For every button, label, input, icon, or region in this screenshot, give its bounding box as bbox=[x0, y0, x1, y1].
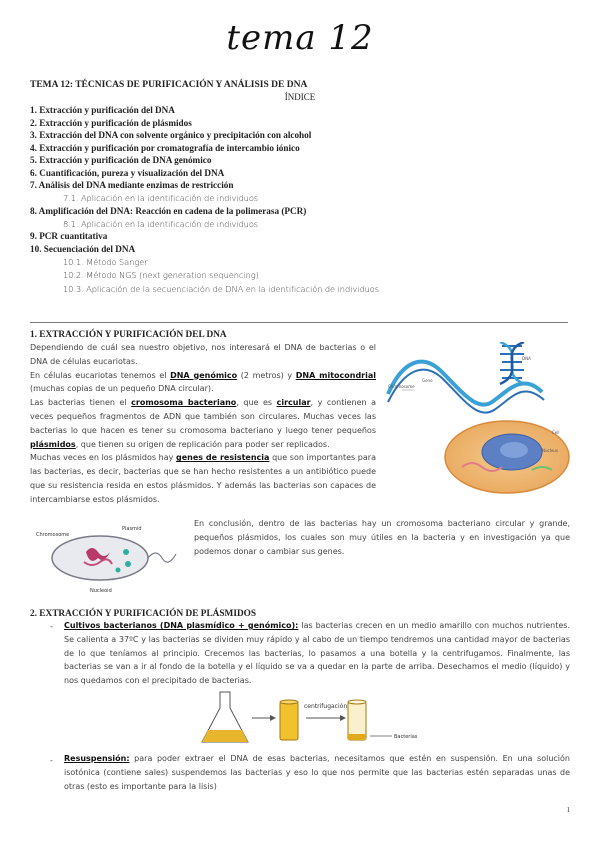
section1-text bbox=[30, 341, 376, 507]
bacteria-illustration bbox=[30, 522, 180, 594]
figure-label: Chromosome bbox=[36, 532, 70, 538]
toc-item[interactable]: 4. Extracción y purificación por cromatografía de intercambio iónico bbox=[30, 142, 300, 153]
figure-label: DNA bbox=[522, 356, 531, 361]
paragraph: Dependiendo de cuál sea nuestro objetivo, nos interesará el DNA de bacterias o el DNA de células eucariotas. bbox=[30, 343, 376, 366]
divider bbox=[30, 322, 568, 323]
topic-header: TEMA 12: TÉCNICAS DE PURIFICACIÓN Y ANÁLISIS DE DNA bbox=[30, 80, 308, 90]
paragraph: Resuspensión: para poder extraer el DNA de esas bacterias, necesitamos que estén en suspensión. En una solución isotónica (contiene sales) suspendemos las bacterias y eso lo que nos permite que las bacterias estén separadas unas de otras (esto es importante para la lisis) bbox=[64, 754, 570, 791]
bullet-marker: - bbox=[50, 622, 53, 631]
precipitate-label: Bacterias bbox=[394, 734, 418, 740]
figure-label: Chromosome bbox=[388, 384, 415, 389]
centrifuge-diagram bbox=[196, 690, 436, 750]
page-title: tema 12 bbox=[226, 18, 374, 58]
toc-item[interactable]: 10.2. Método NGS (next generation sequencing) bbox=[63, 270, 259, 280]
toc-item[interactable]: 10.3. Aplicación de la secuenciación de DNA en la identificación de individuos bbox=[63, 283, 379, 294]
paragraph: En conclusión, dentro de las bacterias hay un cromosoma bacteriano circular y grande, pequeños plásmidos, los cuales son muy útiles en la bacteria y en investigación ya que podemos donar o cambiar sus genes. bbox=[194, 519, 570, 556]
toc-item[interactable]: 7.1. Aplicación en la identificación de individuos bbox=[63, 193, 259, 203]
toc-item[interactable]: 8. Amplificación del DNA: Reacción en cadena de la polimerasa (PCR) bbox=[30, 205, 307, 216]
paragraph: En células eucariotas tenemos el DNA genómico (2 metros) y DNA mitocondrial (muchas copias de un pequeño DNA circular). bbox=[30, 370, 377, 394]
figure-label: Nucleus bbox=[542, 448, 558, 453]
index-label: ÍNDICE bbox=[284, 92, 316, 102]
toc-item[interactable]: 9. PCR cuantitativa bbox=[30, 231, 108, 241]
toc-item[interactable]: 1. Extracción y purificación del DNA bbox=[30, 105, 175, 115]
page-number: 1 bbox=[566, 806, 570, 814]
toc-item[interactable]: 10.1. Método Sanger bbox=[63, 256, 148, 267]
paragraph: Muchas veces en los plásmidos hay genes de resistencia que son importantes para las bacterias, es decir, bacterias que se han hecho resistentes a un antibiótico puede que su resistencia resida en estos plásmidos. Y además las bacterias son capaces de intercambiarse estos plásmidos. bbox=[30, 453, 376, 504]
toc-item[interactable]: 2. Extracción y purificación de plásmidos bbox=[30, 117, 192, 128]
figure-label: Cell bbox=[552, 430, 560, 435]
centrifuge-label: centrifugación bbox=[304, 703, 348, 710]
figure-label: Gene bbox=[422, 378, 433, 383]
toc-item[interactable]: 10. Secuenciación del DNA bbox=[30, 243, 136, 254]
toc-item[interactable]: 3. Extracción del DNA con solvente orgánico y precipitación con alcohol bbox=[30, 130, 312, 140]
dna-cell-illustration bbox=[382, 342, 572, 500]
paragraph: Cultivos bacterianos (DNA plasmídico + genómico): las bacterias crecen en un medio amarillo con muchos nutrientes. Se calienta a 37ºC y las bacterias se dividen muy rápido y al cabo de un tiempo tendremos una cantidad mayor de bacterias de lo que teníamos al principio. Crecemos las bacterias, lo pasamos a una botella y la centrifugamos. Finalmente, las bacterias se van a ir al fondo de la botella y el líquido se va a quedar en la parte de arriba. Desechamos el medio (líquido) y nos quedamos con el precipitado de bacterias. bbox=[64, 621, 570, 686]
section-heading: 1. EXTRACCIÓN Y PURIFICACIÓN DEL DNA bbox=[30, 330, 227, 340]
section-heading: 2. EXTRACCIÓN Y PURIFICACIÓN DE PLÁSMIDOS bbox=[30, 609, 257, 619]
paragraph: Las bacterias tienen el cromosoma bacteriano, que es circular, y contienen a veces pequeños fragmentos de ADN que también son circulares. Muchas veces las bacterias lo que hacen es tener su cromosoma bacteriano y luego tener pequeños plásmidos, que tienen su origen de replicación para poder ser replicados. bbox=[30, 398, 377, 449]
toc-item[interactable]: 5. Extracción y purificación de DNA genómico bbox=[30, 155, 212, 165]
figure-label: Plasmid bbox=[122, 526, 142, 532]
toc-item[interactable]: 6. Cuantificación, pureza y visualización del DNA bbox=[30, 167, 225, 178]
toc-item[interactable]: 7. Análisis del DNA mediante enzimas de restricción bbox=[30, 180, 234, 190]
figure-label: Nucleoid bbox=[90, 588, 112, 594]
toc-item[interactable]: 8.1. Aplicación en la identificación de individuos bbox=[63, 218, 259, 229]
bullet-marker: - bbox=[50, 756, 53, 765]
